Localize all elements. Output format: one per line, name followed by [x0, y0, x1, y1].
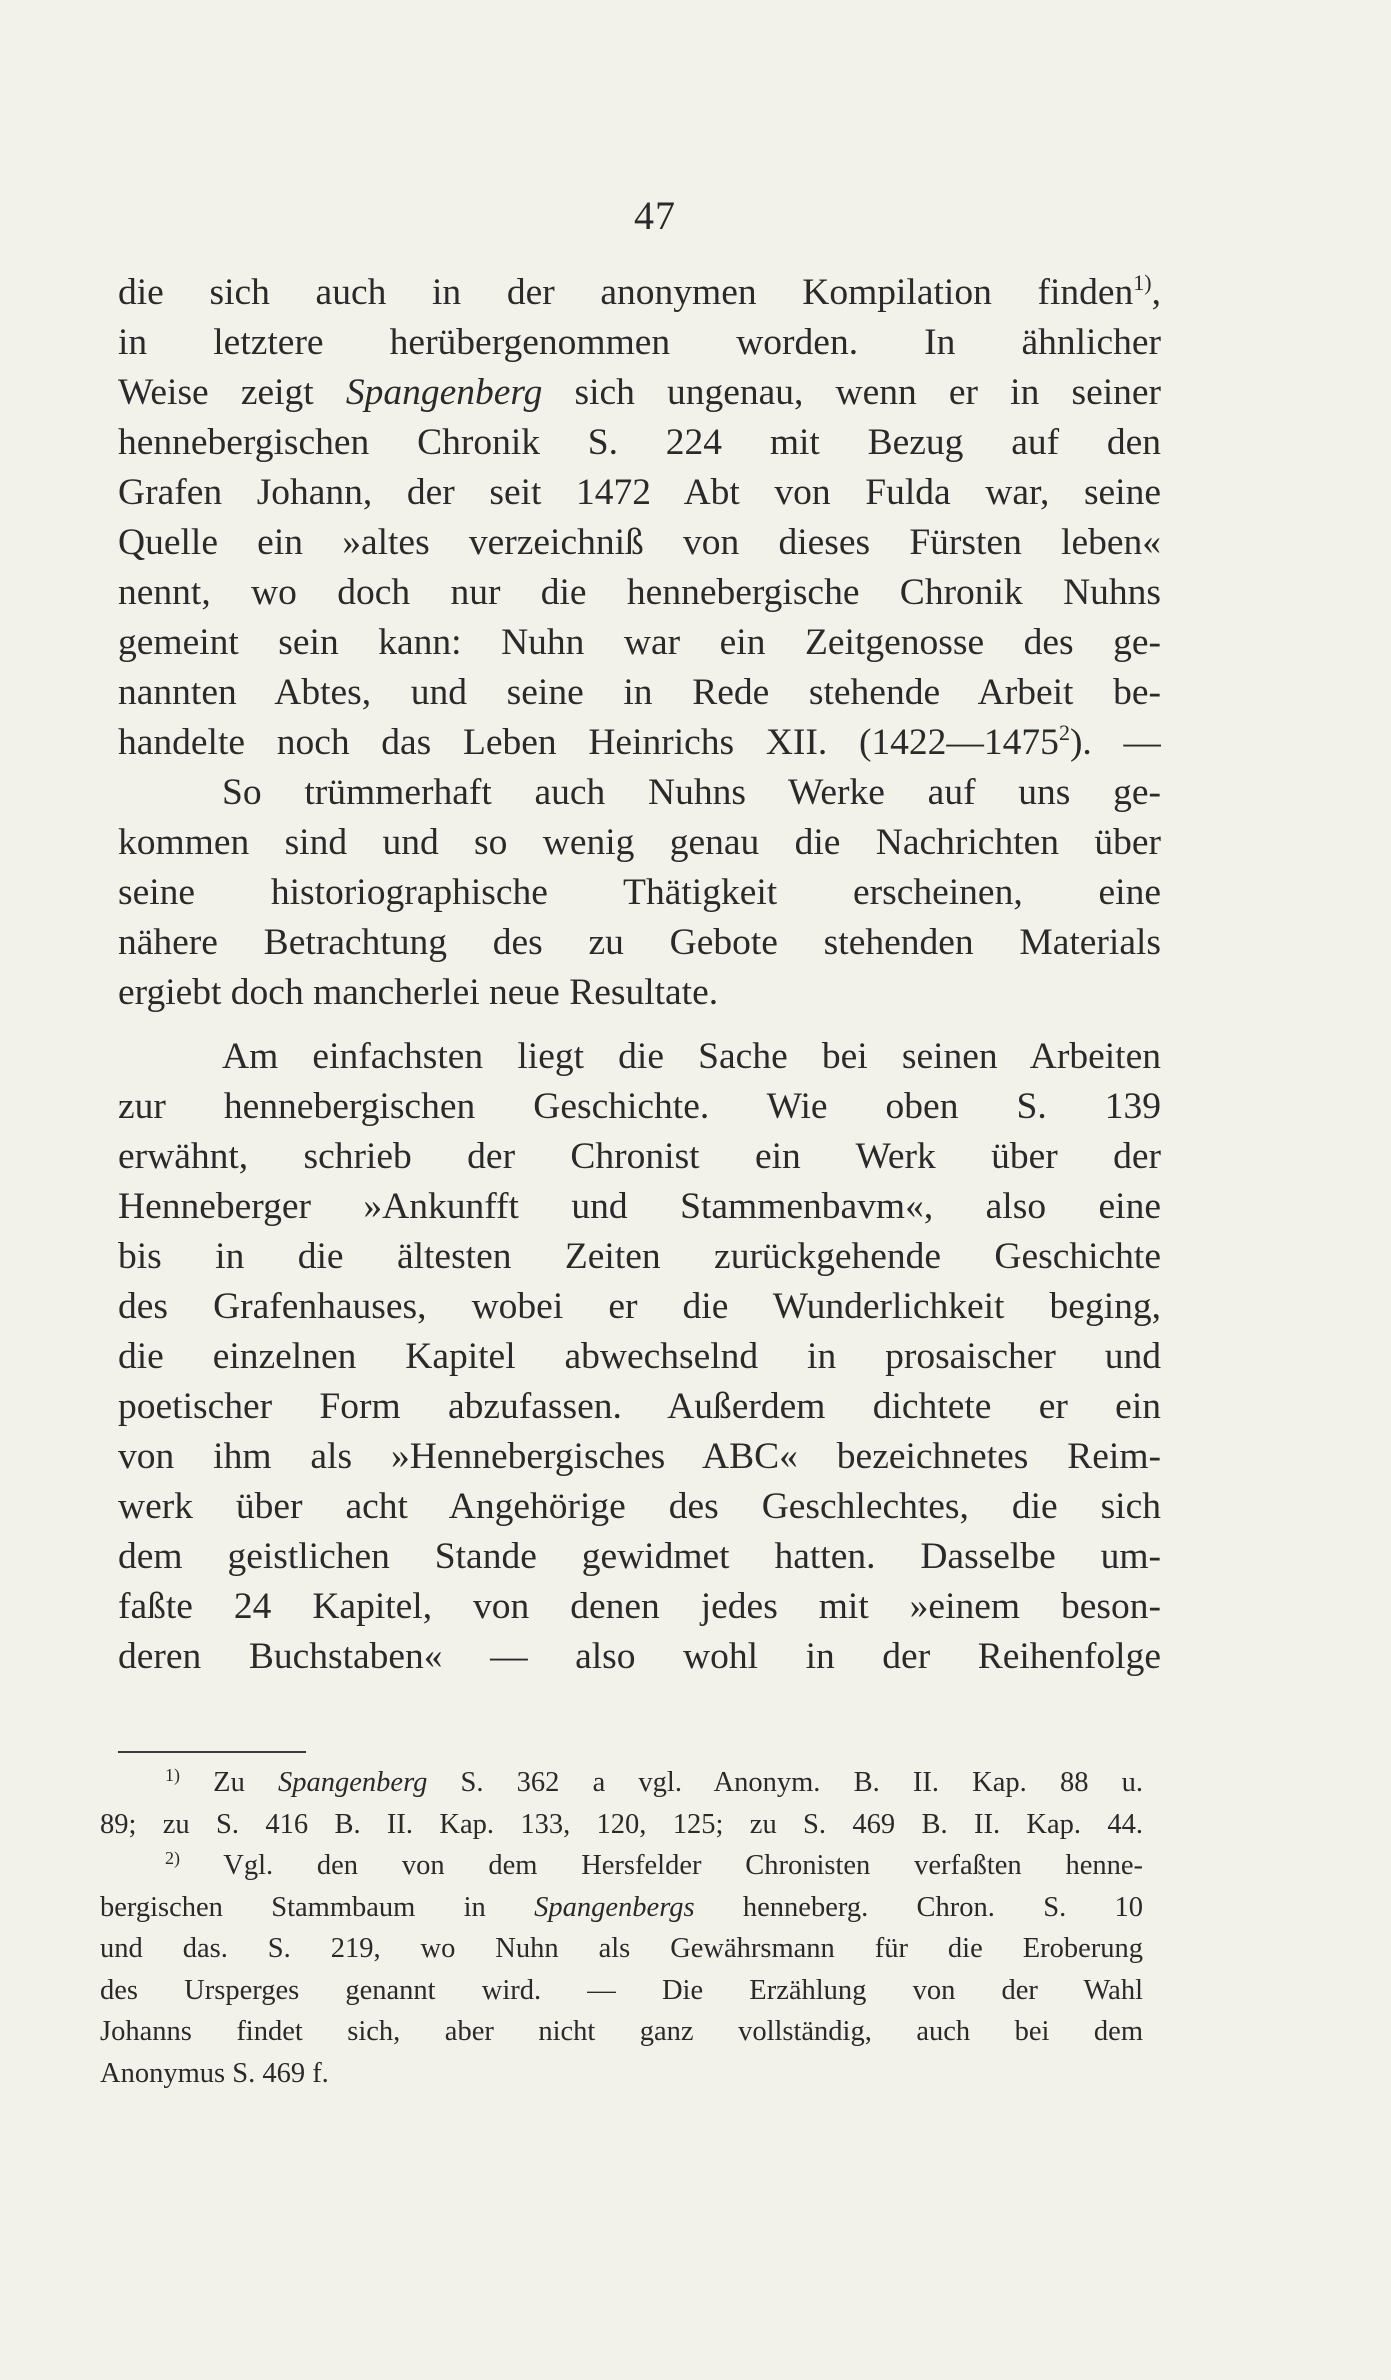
- footnote-divider: [118, 1751, 306, 1753]
- footnote-1: $^{1)}$ Zu Spangenberg S. 362 a vgl. Anonym. B. II. Kap. 88 u.: [165, 1765, 1143, 1798]
- text-line: Quelle ein »altes verzeichniß von dieses Fürsten leben«: [118, 522, 1161, 563]
- footnote-line: und das. S. 219, wo Nuhn als Gewährsmann für die Eroberung: [100, 1933, 1143, 1964]
- text-line: die einzelnen Kapitel abwechselnd in prosaischer und: [118, 1336, 1161, 1377]
- footnote-ref-1: 1): [1133, 270, 1152, 295]
- text-line: in letztere herübergenommen worden. In ähnlicher: [118, 322, 1161, 363]
- footnote-line: 89; zu S. 416 B. II. Kap. 133, 120, 125; zu S. 469 B. II. Kap. 44.: [100, 1808, 1143, 1840]
- text-line: faßte 24 Kapitel, von denen jedes mit »einem beson-: [118, 1586, 1161, 1627]
- text-line: bis in die ältesten Zeiten zurückgehende Geschichte: [118, 1236, 1161, 1277]
- text-line: gemeint sein kann: Nuhn war ein Zeitgenosse des ge-: [118, 622, 1161, 663]
- text-line: poetischer Form abzufassen. Außerdem dichtete er ein: [118, 1386, 1161, 1427]
- author-name: Spangenbergs: [534, 1891, 695, 1923]
- footnote-line: des Ursperges genannt wird. — Die Erzählung von der Wahl: [100, 1974, 1143, 2006]
- author-name: Spangenberg: [278, 1767, 428, 1798]
- footnote-line: Johanns findet sich, aber nicht ganz vollständig, auch bei dem: [100, 2016, 1143, 2047]
- text-line: Weise zeigt Spangenberg sich ungenau, wenn er in seiner: [118, 372, 1161, 413]
- text-line: nähere Betrachtung des zu Gebote stehenden Materials: [118, 922, 1161, 963]
- footnote-line: Anonymus S. 469 f.: [100, 2057, 329, 2089]
- text-line: Henneberger »Ankunfft und Stammenbavm«, also eine: [118, 1186, 1161, 1227]
- text-line: So trümmerhaft auch Nuhns Werke auf uns ge-: [222, 772, 1161, 813]
- footnotes: [100, 1762, 1143, 2094]
- text-line: erwähnt, schrieb der Chronist ein Werk über der: [118, 1136, 1161, 1177]
- text-line: dem geistlichen Stande gewidmet hatten. Dasselbe um-: [118, 1536, 1161, 1577]
- text-line: des Grafenhauses, wobei er die Wunderlichkeit beging,: [118, 1286, 1161, 1327]
- footnote-label: 2): [165, 1848, 180, 1868]
- text-line: Grafen Johann, der seit 1472 Abt von Fulda war, seine: [118, 472, 1161, 513]
- text-line: hennebergischen Chronik S. 224 mit Bezug auf den: [118, 422, 1161, 463]
- footnote-label: 1): [165, 1765, 180, 1785]
- main-text: [118, 268, 1161, 1682]
- author-name: Spangenberg: [345, 372, 543, 413]
- text-line: nannten Abtes, und seine in Rede stehende Arbeit be-: [118, 672, 1161, 713]
- text-line: handelte noch das Leben Heinrichs XII. (1422—1475$^2$). —: [118, 720, 1161, 763]
- text-line: deren Buchstaben« — also wohl in der Reihenfolge: [118, 1636, 1161, 1677]
- page-number: 47: [634, 193, 676, 238]
- footnote-ref-2: 2: [1058, 720, 1070, 745]
- text-line: kommen sind und so wenig genau die Nachrichten über: [118, 822, 1161, 863]
- text-line: zur hennebergischen Geschichte. Wie oben S. 139: [118, 1086, 1161, 1127]
- footnote-2: $^{2)}$ Vgl. den von dem Hersfelder Chronisten verfaßten henne-: [165, 1848, 1143, 1881]
- text-line: Am einfachsten liegt die Sache bei seinen Arbeiten: [222, 1036, 1161, 1077]
- text-line: werk über acht Angehörige des Geschlechtes, die sich: [118, 1486, 1161, 1527]
- text-line: die sich auch in der anonymen Kompilation finden$^{1)}$,: [118, 270, 1161, 313]
- text-line: seine historiographische Thätigkeit erscheinen, eine: [118, 872, 1161, 913]
- footnote-line: bergischen Stammbaum in Spangenbergs henneberg. Chron. S. 10: [100, 1891, 1143, 1923]
- text-line: nennt, wo doch nur die hennebergische Chronik Nuhns: [118, 572, 1161, 613]
- text-line: von ihm als »Hennebergisches ABC« bezeichnetes Reim-: [118, 1436, 1161, 1477]
- text-line: ergiebt doch mancherlei neue Resultate.: [118, 972, 719, 1013]
